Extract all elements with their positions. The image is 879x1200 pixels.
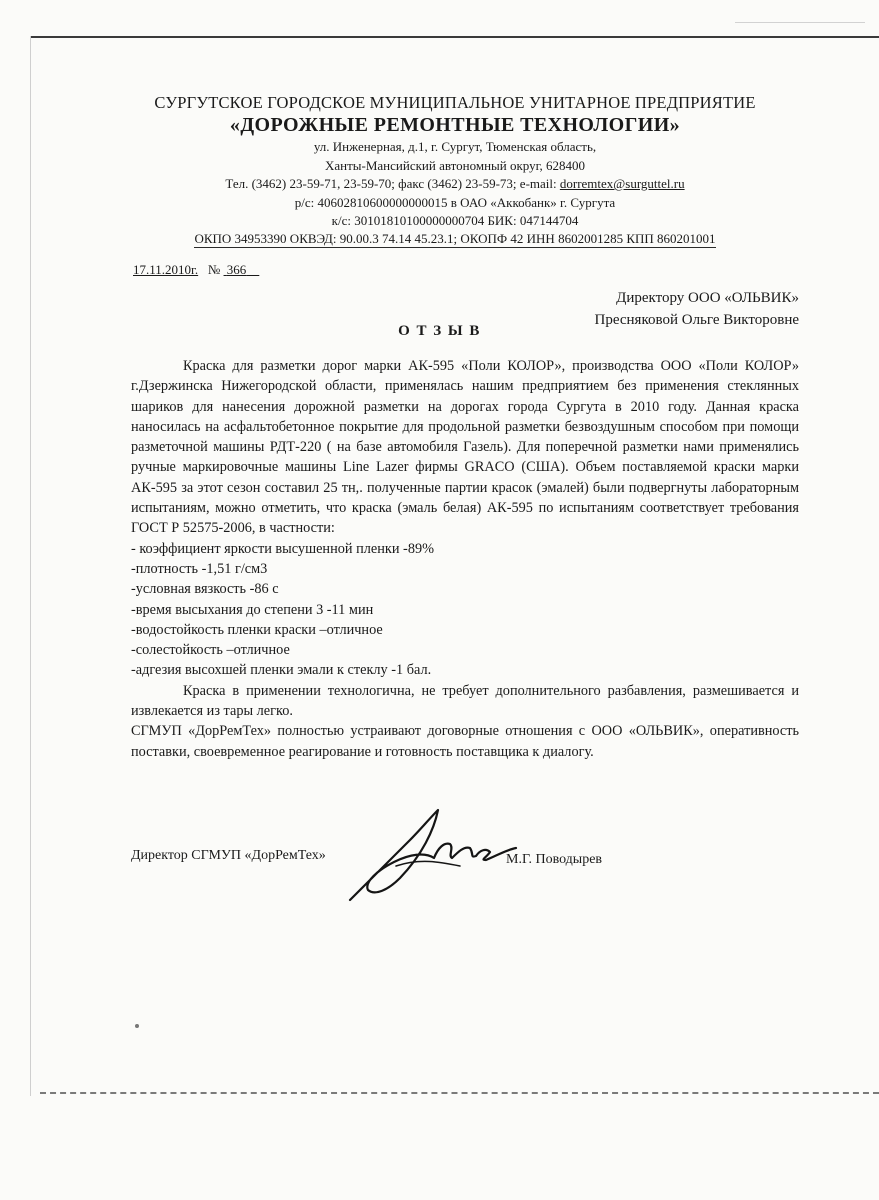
bank-account: р/с: 40602810600000000015 в ОАО «Аккобанк» г. Сургута — [294, 194, 616, 210]
left-border — [30, 36, 31, 1096]
reference-date: 17.11.2010г. — [133, 262, 199, 277]
codes-wrapper — [110, 230, 800, 249]
signatory-position: Директор СГМУП «ДорРемТех» — [131, 848, 326, 863]
spec-item: -время высыхания до степени 3 -11 мин — [131, 601, 374, 618]
organization-name: «ДОРОЖНЫЕ РЕМОНТНЫЕ ТЕХНОЛОГИИ» — [229, 114, 681, 136]
scan-artifact — [735, 22, 865, 37]
document-title: О Т З Ы В — [398, 323, 481, 339]
spec-item: -условная вязкость -86 с — [131, 581, 279, 598]
address-region: Ханты-Мансийский автономный округ, 628400 — [324, 157, 586, 173]
organization-type: СУРГУТСКОЕ ГОРОДСКОЕ МУНИЦИПАЛЬНОЕ УНИТАРНОЕ ПРЕДПРИЯТИЕ — [154, 93, 756, 112]
contacts — [110, 175, 800, 193]
top-border — [30, 36, 879, 38]
recipient-name: Пресняковой Ольге Викторовне — [594, 312, 799, 328]
spec-item: -адгезия высохшей пленки эмали к стеклу -1 бал. — [131, 662, 432, 679]
specification-list — [131, 539, 799, 681]
document-body — [131, 356, 799, 762]
recipient-position: Директору ООО «ОЛЬВИК» — [616, 290, 799, 306]
spec-item: -водостойкость пленки краски –отличное — [131, 621, 383, 638]
phone-numbers: Тел. (3462) 23-59-71, 23-59-70; факс (3462) 23-59-73; e-mail: — [225, 176, 560, 191]
reference-number-label: № — [207, 262, 221, 277]
signatory-name: М.Г. Поводырев — [506, 852, 603, 867]
address-street: ул. Инженерная, д.1, г. Сургут, Тюменская область, — [313, 139, 597, 154]
registration-codes: ОКПО 34953390 ОКВЭД: 90.00.3 74.14 45.23.1; ОКОПФ 42 ИНН 8602001285 КПП 860201001 — [194, 230, 715, 249]
bottom-cut-line — [40, 1092, 879, 1094]
handwritten-signature — [330, 800, 520, 910]
body-paragraph-1: Краска для разметки дорог марки АК-595 «Поли КОЛОР», производства ООО «Поли КОЛОР» г.Дзержинска Нижегородской области, применялась нашим предприятием без применения стеклянных шариков для нанесения дорожной разметки на дорогах города Сургута в 2010 году. Данная краска наносилась на асфальтобетонное покрытие для продольной разметки безвоздушным способом при помощи разметочной машины РДТ-220 ( на базе автомобиля Газель). Для поперечной разметки нами применялись ручные маркировочные машины Line Lazer фирмы GRACO (США). Объем поставляемой краски марки АК-595 за этот сезон составил 25 тн,. полученные партии красок (эмалей) были подвергнуты лабораторным испытаниям, можно отметить, что краска (эмаль белая) АК-595 по испытаниям соответствует требования ГОСТ Р 52575-2006, в частности: — [131, 358, 799, 537]
spec-item: -солестойкость –отличное — [131, 642, 290, 659]
spec-item: -плотность -1,51 г/см3 — [131, 560, 268, 577]
scan-speck — [135, 1024, 139, 1028]
body-paragraph-2: Краска в применении технологична, не требует дополнительного разбавления, размешивается и извлекается из тары легко. — [131, 682, 799, 720]
letterhead — [110, 93, 800, 248]
spec-item: - коэффициент яркости высушенной пленки -89% — [131, 540, 435, 557]
email-link[interactable]: dorremtex@surguttel.ru — [559, 176, 685, 191]
correspondent-account: к/с: 30101810100000000704 БИК: 047144704 — [331, 213, 579, 228]
reference-number: 366 — [226, 262, 247, 277]
body-paragraph-3: СГМУП «ДорРемТех» полностью устраивают договорные отношения с ООО «ОЛЬВИК», оперативность поставки, своевременное реагирование и готовность поставщика к диалогу. — [131, 723, 799, 760]
outgoing-reference — [133, 262, 259, 278]
